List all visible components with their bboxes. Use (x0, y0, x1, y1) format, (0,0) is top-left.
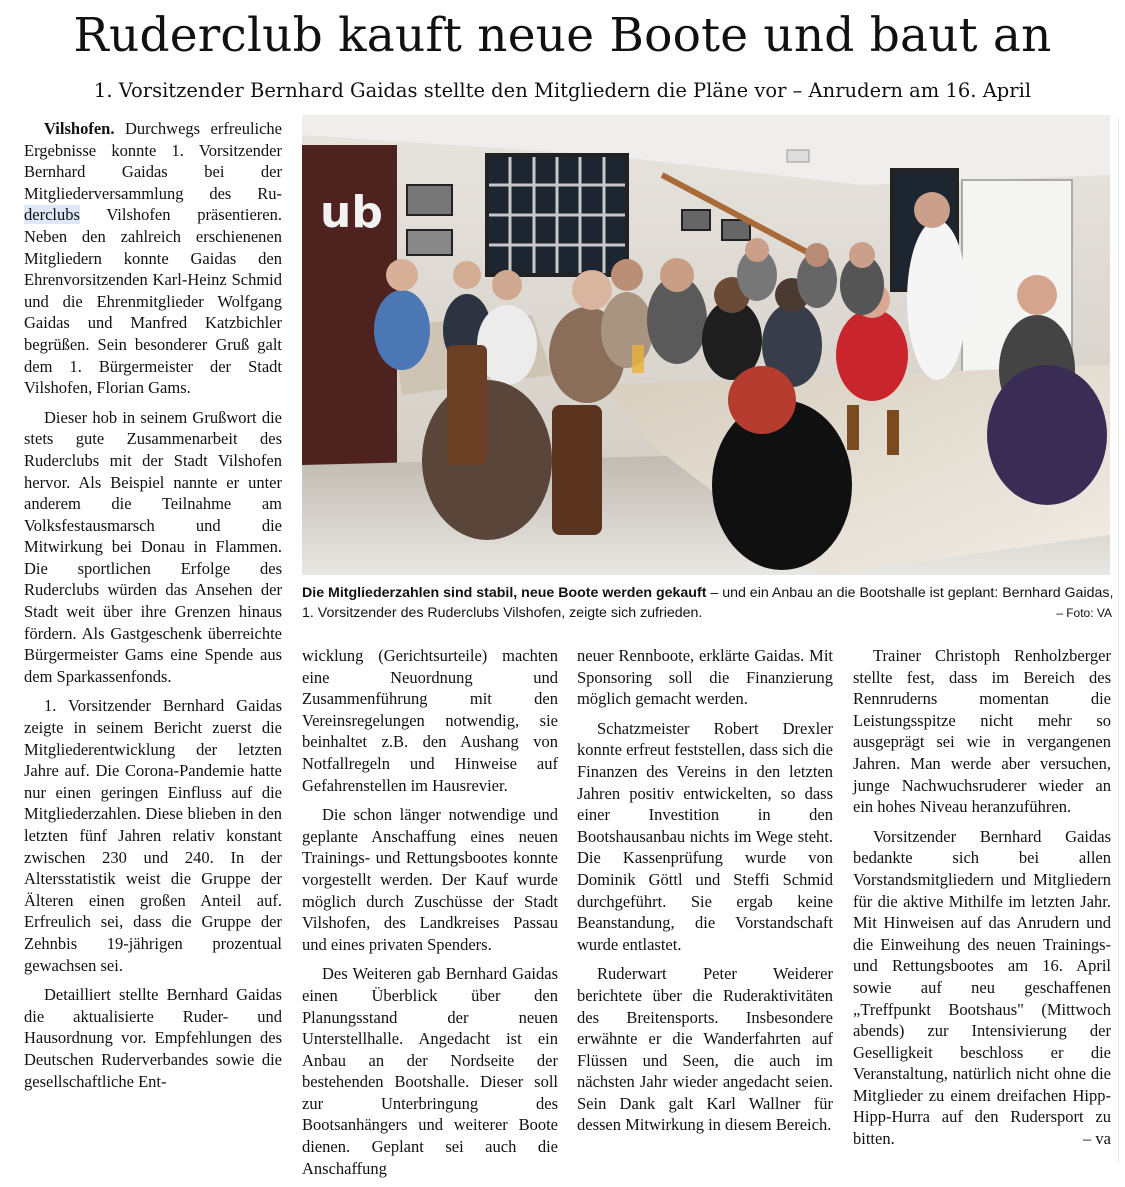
article-photo (302, 115, 1110, 575)
paragraph: Dieser hob in seinem Grußwort die stets gute Zusammenarbeit des Ruderclubs mit der Stadt Vilshofen hervor. Als Beispiel nannte er unter anderem die Teilnahme am Volksfestausmarsch und die Mitwirkung bei Donau in Flammen. Die sportlichen Erfolge des Ruderclubs würden das Ansehen der Stadt weit über ihre Grenzen hinaus fördern. Als Gastgeschenk überreichte Bürgermeister Gams eine Spende aus dem Sparkassenfonds. (24, 407, 282, 686)
headline: Ruderclub kauft neue Boote und baut an (73, 8, 1052, 63)
column-rule (1118, 118, 1119, 1163)
paragraph: Des Weiteren gab Bernhard Gaidas einen Überblick über den Planungsstand der neuen Unterstellhalle. Angedacht ist ein Anbau an der Nordseite der bestehenden Bootshalle. Dieser soll zur Unterbringung des Bootsanhängers und weiterer Boote dienen. Geplant sei auch die Anschaffung (302, 964, 558, 1178)
paragraph: Ruderwart Peter Weiderer berichtete über die Ruderaktivitäten des Breitensports. Insbesondere erwähnte er die Wanderfahrten auf Flüssen und Seen, die auch im nächsten Jahr wieder angedacht seien. Sein Dank galt Karl Wallner für dessen Mitwirkung in diesem Bereich. (577, 964, 833, 1135)
article-column-4 (853, 645, 1111, 1158)
paragraph: Die schon länger notwendige und geplante Anschaffung eines neuen Trainings- und Rettungsbootes konnte vorgestellt werden. Der Kauf wurde möglich durch Zuschüsse der Stadt Vilshofen, des Landkreises Passau und eines privaten Spenders. (302, 805, 558, 954)
paragraph: neuer Rennboote, erklärte Gaidas. Mit Sponsoring soll die Finanzierung möglich gemacht werden. (577, 646, 833, 709)
paragraph (853, 826, 1111, 1150)
caption-text: – und ein Anbau an die Bootshalle ist geplant: Bernhard Gaidas, 1. Vorsitzender des Ruderclubs Vilshofen, zeigte sich zufrieden. (302, 585, 1114, 621)
photo-credit: – Foto: VA (1056, 606, 1112, 620)
article-column-3 (577, 645, 833, 1144)
paragraph: wicklung (Gerichtsurteile) machten eine Neuordnung und Zusammenführung mit den Vereinsregelungen notwendig, sie beinhaltet z.B. den Aushang von Notfallregeln und Hinweise auf Gefahrenstellen im Hausrevier. (302, 646, 558, 795)
paragraph-text: Durchwegs erfreuliche Ergebnisse konnte 1. Vorsitzender Bernhard Gaidas bei der Mitgliederversammlung des Ru- (24, 119, 283, 203)
highlighted-word: derclubs (24, 205, 80, 225)
paragraph: 1. Vorsitzender Bernhard Gaidas zeigte in seinem Bericht zuerst die Mitgliederentwicklung der letzten Jahre auf. Die Corona-Pandemie hatte nur einen geringen Einfluss auf die Mitgliederzahlen. Diese blieben in den letzten fünf Jahren relativ konstant zwischen 230 und 240. In der Altersstatistik weist die Gruppe der Älteren einen großen Anteil auf. Erfreulich sei, dass die Gruppe der Zehnbis 19-jährigen prozentual gewachsen sei. (24, 696, 282, 975)
dateline: Vilshofen. (44, 119, 115, 138)
paragraph: Trainer Christoph Renholzberger stellte fest, dass im Bereich des Rennruderns momentan die Leistungsspitze nicht mehr so ausgeprägt sei wie in vergangenen Jahren. Man werde aber versuchen, junge Nachwuchsruderer wieder an ein hohes Niveau heranzuführen. (853, 646, 1111, 817)
photo-illustration (302, 115, 1110, 575)
subheadline: 1. Vorsitzender Bernhard Gaidas stellte den Mitgliedern die Pläne vor – Anrudern am 16. April (93, 79, 1032, 102)
paragraph-text: Vorsitzender Bernhard Gaidas bedankte sich bei allen Vorstandsmitgliedern und Mitgliedern für die aktive Mithilfe im letzten Jahr. Mit Hinweisen auf das Anrudern und die Einweihung des neuen Trainings- und Rettungsbootes am 16. April sowie auf neu geschaffenen „Treffpunkt Bootshaus" (Mittwoch abends) zur Intensivierung der Geselligkeit beschloss er die Veranstaltung, natürlich nicht ohne die Mitglieder zu einem dreifachen Hipp-Hipp-Hurra auf den Rudersport zu bitten. (853, 826, 1111, 1149)
article-column-1 (24, 118, 282, 1100)
photo-caption (302, 583, 1114, 623)
article-column-2 (302, 645, 558, 1187)
paragraph: Detailliert stellte Bernhard Gaidas die aktualisierte Ruder- und Hausordnung vor. Empfehlungen des Deutschen Ruderverbandes sowie die gesellschaftliche Ent- (24, 985, 282, 1091)
paragraph (24, 118, 282, 399)
paragraph-text: Vilshofen präsentieren. Neben den zahlreich erschienenen Mitgliedern konnte Gaidas den Ehrenvorsitzenden Karl-Heinz Schmid und die Ehrenmitglieder Wolfgang Gaidas und Manfred Katzbichler begrüßen. Sein besonderer Gruß galt dem 1. Bürgermeister der Stadt Vilshofen, Florian Gams. (24, 205, 282, 398)
author-signoff: – va (1083, 1129, 1111, 1149)
wall-sign-text: ub (320, 187, 383, 238)
paragraph: Schatzmeister Robert Drexler konnte erfreut feststellen, dass sich die Finanzen des Vereins in den letzten Jahren positiv entwickelten, so dass einer Investition in den Bootshausanbau nichts im Wege steht. Die Kassenprüfung wurde von Dominik Göttl und Steffi Schmid durchgeführt. Sie ergab keine Beanstandung, die Vorstandschaft wurde entlastet. (577, 718, 833, 954)
caption-bold: Die Mitgliederzahlen sind stabil, neue Boote werden gekauft (302, 585, 707, 601)
